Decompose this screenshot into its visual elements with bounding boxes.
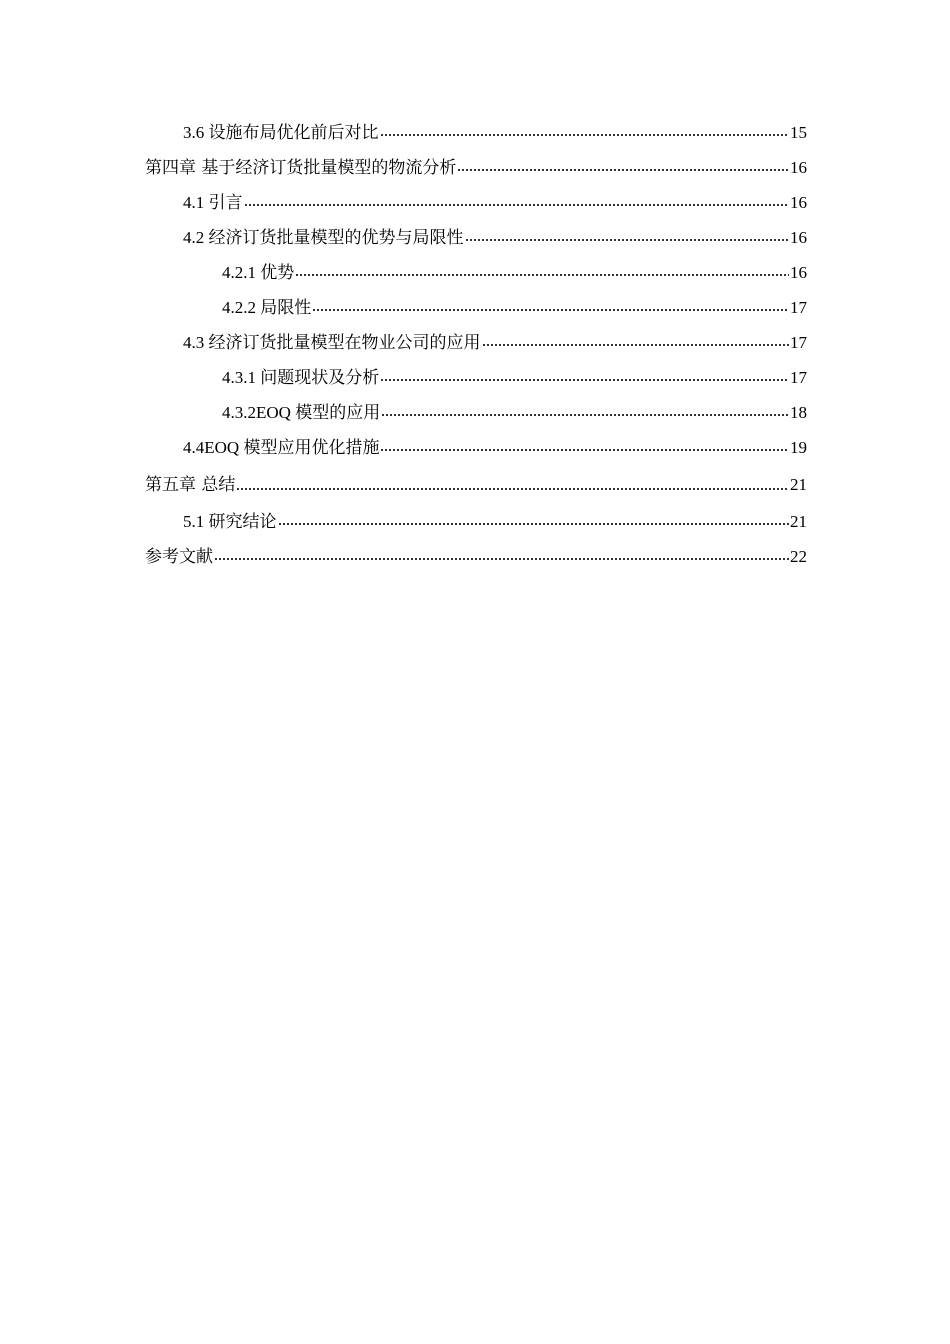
toc-entry-page: 21 <box>790 475 807 494</box>
toc-entry-title: 4.2.2 局限性 <box>222 298 312 317</box>
toc-dot-leader <box>381 414 789 416</box>
toc-dot-leader <box>214 558 789 560</box>
toc-dot-leader <box>482 344 790 346</box>
toc-entry-chapter-5[interactable] <box>145 465 807 504</box>
toc-entry-page: 16 <box>790 158 807 177</box>
toc-entry-title: 参考文献 <box>145 547 213 567</box>
toc-entry-page: 22 <box>790 547 807 566</box>
toc-entry-page: 21 <box>790 512 807 531</box>
toc-entry-4-3[interactable] <box>145 325 807 360</box>
toc-entry-chapter-4[interactable] <box>145 150 807 185</box>
toc-dot-leader <box>244 204 790 206</box>
toc-entry-4-2[interactable] <box>145 220 807 255</box>
toc-entry-4-2-1[interactable] <box>145 255 807 290</box>
toc-entry-page: 19 <box>790 438 807 457</box>
toc-entry-page: 16 <box>790 228 807 247</box>
toc-entry-4-1[interactable] <box>145 185 807 220</box>
toc-dot-leader <box>295 274 789 276</box>
toc-entry-references[interactable] <box>145 539 807 574</box>
toc-entry-4-3-1[interactable] <box>145 360 807 395</box>
toc-entry-page: 18 <box>790 403 807 422</box>
toc-entry-page: 17 <box>790 298 807 317</box>
toc-dot-leader <box>457 169 789 171</box>
toc-entry-title: 4.3.2EOQ 模型的应用 <box>222 403 381 422</box>
toc-dot-leader <box>312 309 789 311</box>
toc-entry-title: 4.4EOQ 模型应用优化措施 <box>183 438 380 457</box>
toc-entry-3-6[interactable] <box>145 115 807 150</box>
table-of-contents <box>145 115 807 574</box>
toc-entry-page: 16 <box>790 263 807 282</box>
toc-dot-leader <box>380 134 790 136</box>
toc-entry-title: 4.3.1 问题现状及分析 <box>222 368 380 387</box>
toc-entry-page: 17 <box>790 368 807 387</box>
toc-dot-leader <box>278 523 790 525</box>
toc-entry-title: 5.1 研究结论 <box>183 512 277 531</box>
toc-entry-page: 15 <box>790 123 807 142</box>
toc-dot-leader <box>380 379 789 381</box>
toc-dot-leader <box>380 449 789 451</box>
toc-dot-leader <box>465 239 790 241</box>
toc-entry-title: 4.1 引言 <box>183 193 243 212</box>
toc-entry-4-2-2[interactable] <box>145 290 807 325</box>
toc-entry-page: 16 <box>790 193 807 212</box>
toc-entry-5-1[interactable] <box>145 504 807 539</box>
toc-entry-title: 第五章 总结 <box>145 475 236 495</box>
toc-entry-title: 4.3 经济订货批量模型在物业公司的应用 <box>183 333 481 352</box>
toc-entry-page: 17 <box>790 333 807 352</box>
toc-entry-title: 第四章 基于经济订货批量模型的物流分析 <box>145 158 457 178</box>
toc-entry-4-3-2[interactable] <box>145 395 807 430</box>
toc-entry-title: 4.2.1 优势 <box>222 263 295 282</box>
toc-dot-leader <box>236 488 789 490</box>
toc-entry-title: 4.2 经济订货批量模型的优势与局限性 <box>183 228 464 247</box>
toc-entry-title: 3.6 设施布局优化前后对比 <box>183 123 379 142</box>
toc-entry-4-4[interactable] <box>145 430 807 465</box>
